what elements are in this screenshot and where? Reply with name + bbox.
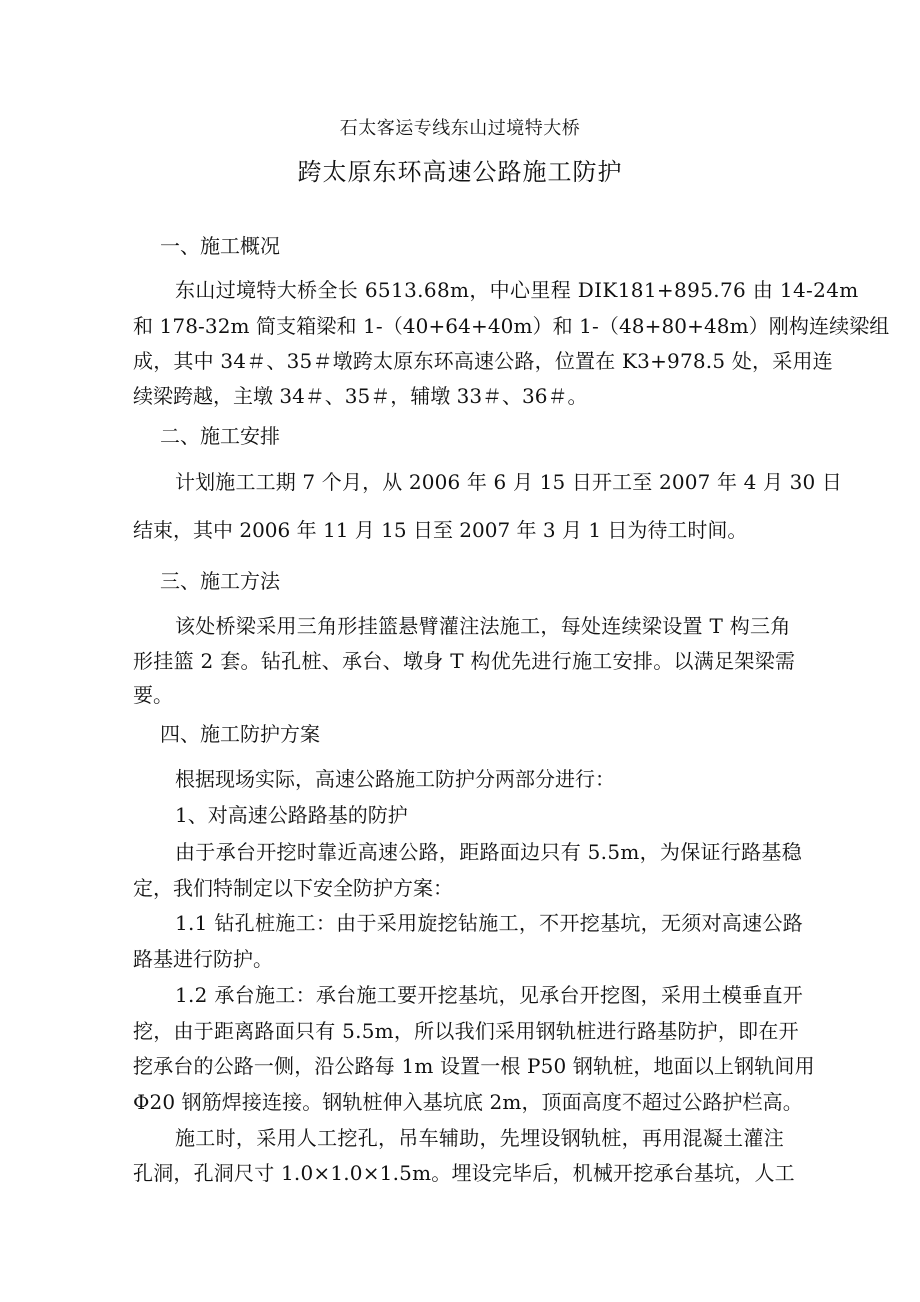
- paragraph-line: 根据现场实际，高速公路施工防护分两部分进行：: [175, 767, 615, 791]
- document-title: 跨太原东环高速公路施工防护: [297, 158, 623, 186]
- paragraph-line: 1.2 承台施工：承台施工要开挖基坑，见承台开挖图，采用土模垂直开: [175, 983, 804, 1007]
- document-subtitle: 石太客运专线东山过境特大桥: [339, 118, 581, 139]
- section-heading: 三、施工方法: [160, 569, 280, 593]
- paragraph-line: 定，我们特制定以下安全防护方案：: [133, 876, 453, 900]
- paragraph-line: 1.1 钻孔桩施工：由于采用旋挖钻施工，不开挖基坑，无须对高速公路: [175, 911, 804, 935]
- paragraph-line: 成，其中 34＃、35＃墩跨太原东环高速公路，位置在 K3+978.5 处，采用连: [133, 349, 833, 373]
- paragraph-line: 计划施工工期 7 个月，从 2006 年 6 月 15 日开工至 2007 年 4 月 30 日: [175, 470, 843, 494]
- section-heading: 四、施工防护方案: [160, 722, 320, 746]
- section-heading: 一、施工概况: [160, 234, 280, 258]
- paragraph-line: 施工时，采用人工挖孔，吊车辅助，先埋设钢轨桩，再用混凝土灌注: [175, 1126, 784, 1150]
- paragraph-line: 该处桥梁采用三角形挂篮悬臂灌注法施工，每处连续梁设置 T 构三角: [175, 614, 791, 638]
- paragraph-line: 和 178-32m 简支箱梁和 1-（40+64+40m）和 1-（48+80+48m）刚构连续梁组: [133, 314, 890, 338]
- paragraph-line: 挖承台的公路一侧，沿公路每 1m 设置一根 P50 钢轨桩，地面以上钢轨间用: [133, 1054, 815, 1078]
- paragraph-line: 孔洞，孔洞尺寸 1.0×1.0×1.5m。埋设完毕后，机械开挖承台基坑，人工: [133, 1161, 795, 1185]
- paragraph-line: Φ20 钢筋焊接连接。钢轨桩伸入基坑底 2m，顶面高度不超过公路护栏高。: [133, 1090, 803, 1114]
- subsection-heading: 1、对高速公路路基的防护: [175, 803, 408, 827]
- paragraph-line: 路基进行防护。: [133, 947, 273, 971]
- paragraph-line: 要。: [133, 683, 173, 707]
- paragraph-line: 结束，其中 2006 年 11 月 15 日至 2007 年 3 月 1 日为待工时间。: [133, 518, 748, 542]
- paragraph-line: 续梁跨越，主墩 34＃、35＃，辅墩 33＃、36＃。: [133, 384, 588, 408]
- paragraph-line: 形挂篮 2 套。钻孔桩、承台、墩身 T 构优先进行施工安排。以满足架梁需: [133, 649, 796, 673]
- section-heading: 二、施工安排: [160, 424, 280, 448]
- paragraph-line: 挖，由于距离路面只有 5.5m，所以我们采用钢轨桩进行路基防护，即在开: [133, 1019, 799, 1043]
- paragraph-line: 由于承台开挖时靠近高速公路，距路面边只有 5.5m，为保证行路基稳: [175, 840, 803, 864]
- paragraph-line: 东山过境特大桥全长 6513.68m，中心里程 DIK181+895.76 由 14-24m: [175, 278, 859, 302]
